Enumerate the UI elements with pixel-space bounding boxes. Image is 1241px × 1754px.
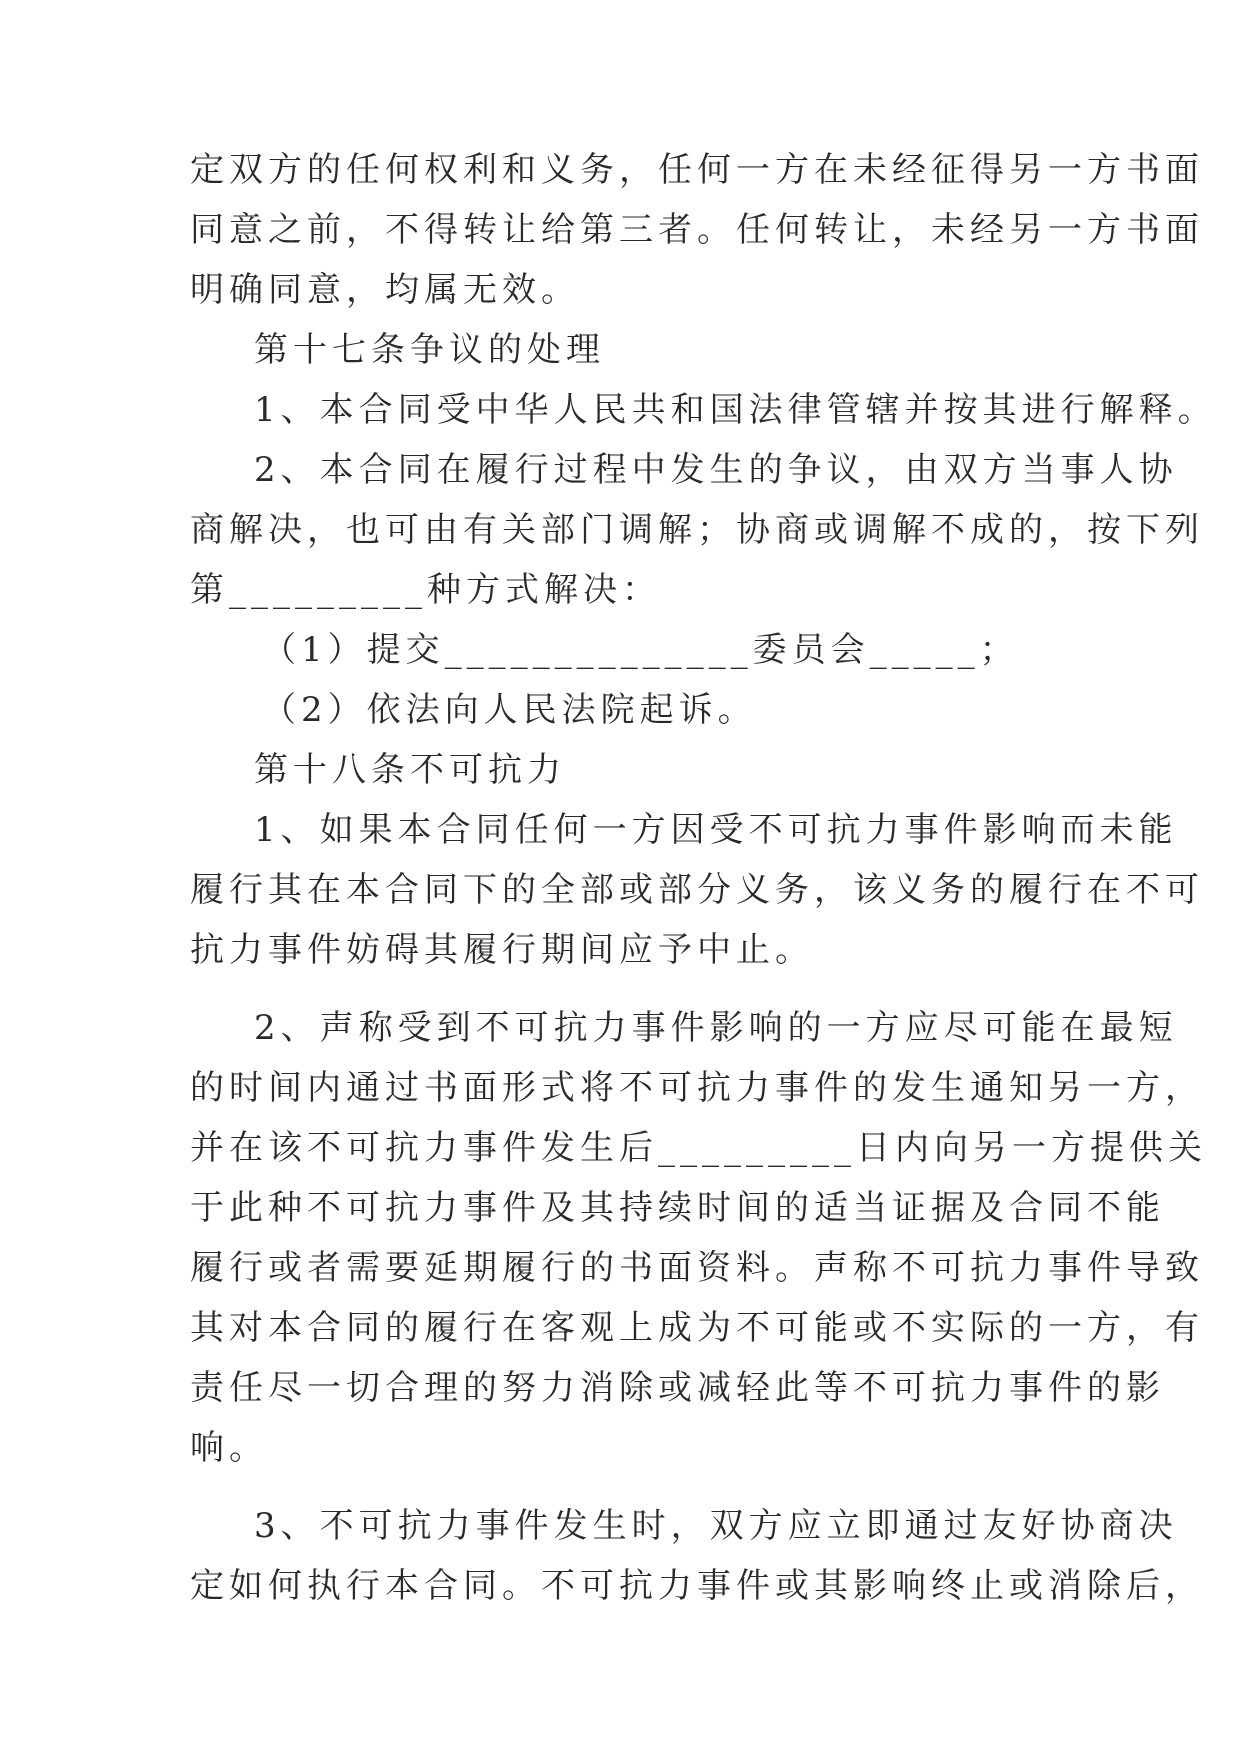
article-heading: 第十八条不可抗力: [254, 750, 566, 790]
clause-line: 2、声称受到不可抗力事件影响的一方应尽可能在最短: [254, 1008, 1178, 1048]
paragraph-line: 责任尽一切合理的努力消除或减轻此等不可抗力事件的影: [190, 1368, 1165, 1408]
paragraph-line: 履行或者需要延期履行的书面资料。声称不可抗力事件导致: [190, 1248, 1204, 1288]
paragraph-line: 的时间内通过书面形式将不可抗力事件的发生通知另一方，: [190, 1068, 1204, 1108]
clause-line: 2、本合同在履行过程中发生的争议，由双方当事人协: [254, 450, 1178, 490]
paragraph-line: 履行其在本合同下的全部或部分义务，该义务的履行在不可: [190, 870, 1204, 910]
paragraph-line: 第_________种方式解决：: [190, 570, 661, 610]
clause-line: 1、如果本合同任何一方因受不可抗力事件影响而未能: [254, 810, 1178, 850]
paragraph-line: 于此种不可抗力事件及其持续时间的适当证据及合同不能: [190, 1188, 1165, 1228]
paragraph-gap: [190, 1478, 1070, 1496]
paragraph-line: 其对本合同的履行在客观上成为不可能或不实际的一方，有: [190, 1308, 1204, 1348]
option-line: （2）依法向人民法院起诉。: [262, 690, 757, 730]
option-line: （1）提交______________委员会_____；: [262, 630, 1019, 670]
paragraph-line: 并在该不可抗力事件发生后_________日内向另一方提供关: [190, 1128, 1207, 1168]
paragraph-line: 同意之前，不得转让给第三者。任何转让，未经另一方书面: [190, 210, 1204, 250]
paragraph-gap: [190, 980, 1070, 998]
paragraph-line: 抗力事件妨碍其履行期间应予中止。: [190, 930, 814, 970]
clause-line: 3、不可抗力事件发生时，双方应立即通过友好协商决: [254, 1506, 1178, 1546]
document-page: [190, 140, 1217, 1616]
clause-line: 1、本合同受中华人民共和国法律管辖并按其进行解释。: [254, 390, 1217, 430]
paragraph-line: 明确同意，均属无效。: [190, 270, 580, 310]
paragraph-line: 定双方的任何权利和义务，任何一方在未经征得另一方书面: [190, 150, 1204, 190]
article-heading: 第十七条争议的处理: [254, 330, 605, 370]
paragraph-line: 响。: [190, 1428, 268, 1468]
paragraph-line: 商解决，也可由有关部门调解；协商或调解不成的，按下列: [190, 510, 1204, 550]
paragraph-line: 定如何执行本合同。不可抗力事件或其影响终止或消除后，: [190, 1566, 1204, 1606]
